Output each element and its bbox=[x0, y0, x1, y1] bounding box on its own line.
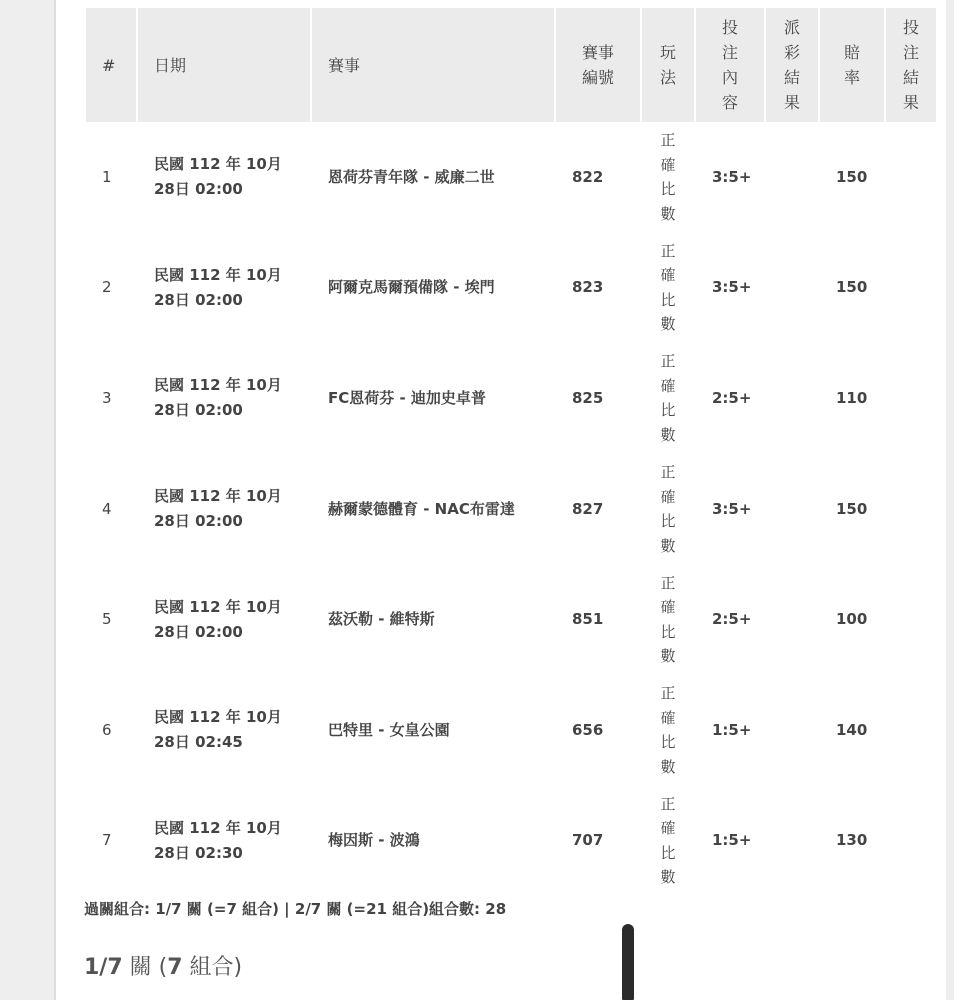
table-row bbox=[86, 233, 936, 344]
header-match-no: 賽事編號 bbox=[556, 8, 640, 122]
row-bet-result bbox=[886, 454, 936, 565]
row-odds: 140 bbox=[836, 720, 868, 739]
row-payout-result bbox=[766, 454, 818, 565]
row-index: 2 bbox=[102, 278, 112, 297]
row-date-line2: 28日 02:00 bbox=[154, 290, 243, 309]
row-match-no: 823 bbox=[572, 278, 604, 297]
row-date-line2: 28日 02:45 bbox=[154, 733, 243, 752]
row-play-type: 正確比數 bbox=[660, 684, 676, 776]
row-date bbox=[138, 122, 310, 233]
row-payout-result bbox=[766, 564, 818, 675]
row-bet-result bbox=[886, 343, 936, 454]
group-title bbox=[84, 950, 242, 981]
row-bet-content: 3:5+ bbox=[712, 499, 752, 518]
header-odds: 賠率 bbox=[820, 8, 884, 122]
row-odds: 130 bbox=[836, 831, 868, 850]
row-index: 6 bbox=[102, 720, 112, 739]
row-date bbox=[138, 786, 310, 897]
header-payout-result: 派彩結果 bbox=[766, 8, 818, 122]
row-date bbox=[138, 454, 310, 565]
row-date-line2: 28日 02:00 bbox=[154, 512, 243, 531]
group-title-text-a: 關 ( bbox=[122, 955, 168, 980]
row-date-line2: 28日 02:00 bbox=[154, 622, 243, 641]
combo-summary: 過關組合: 1/7 關 (=7 組合) | 2/7 關 (=21 組合)組合數: 28 bbox=[84, 900, 507, 918]
row-date-line2: 28日 02:00 bbox=[154, 401, 243, 420]
row-date-line1: 民國 112 年 10月 bbox=[154, 155, 282, 174]
row-match-no: 656 bbox=[572, 720, 604, 739]
row-play-type: 正確比數 bbox=[660, 794, 676, 887]
bets-table bbox=[84, 8, 938, 896]
row-play-type: 正確比數 bbox=[660, 131, 676, 223]
table-row bbox=[86, 343, 936, 454]
row-match-no: 827 bbox=[572, 499, 604, 518]
table-row bbox=[86, 454, 936, 565]
row-index: 3 bbox=[102, 388, 112, 407]
row-play-type: 正確比數 bbox=[660, 573, 676, 666]
table-row bbox=[86, 675, 936, 786]
row-date-line1: 民國 112 年 10月 bbox=[154, 708, 282, 727]
row-odds: 150 bbox=[836, 167, 868, 186]
row-match: 恩荷芬青年隊 - 威廉二世 bbox=[328, 167, 495, 186]
header-bet-content: 投注內容 bbox=[696, 8, 764, 122]
left-gutter bbox=[0, 0, 56, 1000]
row-match: 茲沃勒 - 維特斯 bbox=[328, 610, 435, 629]
row-bet-content: 2:5+ bbox=[712, 388, 752, 407]
row-date bbox=[138, 343, 310, 454]
row-index: 4 bbox=[102, 499, 112, 518]
row-payout-result bbox=[766, 786, 818, 897]
row-bet-result bbox=[886, 233, 936, 344]
row-play-type: 正確比數 bbox=[660, 463, 676, 555]
scrollbar-thumb[interactable] bbox=[622, 924, 634, 1000]
row-date bbox=[138, 233, 310, 344]
row-date-line1: 民國 112 年 10月 bbox=[154, 818, 282, 837]
table-header-row bbox=[86, 8, 936, 122]
row-index: 1 bbox=[102, 167, 112, 186]
row-bet-content: 1:5+ bbox=[712, 831, 752, 850]
row-date-line2: 28日 02:00 bbox=[154, 180, 243, 199]
row-date-line1: 民國 112 年 10月 bbox=[154, 376, 282, 395]
header-play-type: 玩法 bbox=[642, 8, 694, 122]
row-bet-content: 3:5+ bbox=[712, 167, 752, 186]
row-match-no: 822 bbox=[572, 167, 604, 186]
table-row bbox=[86, 786, 936, 897]
row-bet-result bbox=[886, 122, 936, 233]
row-date-line1: 民國 112 年 10月 bbox=[154, 597, 282, 616]
row-match: 阿爾克馬爾預備隊 - 埃門 bbox=[328, 278, 495, 297]
row-index: 7 bbox=[102, 831, 112, 850]
row-date-line1: 民國 112 年 10月 bbox=[154, 487, 282, 506]
row-bet-result bbox=[886, 564, 936, 675]
row-payout-result bbox=[766, 122, 818, 233]
row-odds: 100 bbox=[836, 610, 868, 629]
row-odds: 150 bbox=[836, 278, 868, 297]
row-bet-content: 1:5+ bbox=[712, 720, 752, 739]
group-title-count: 7 bbox=[167, 955, 183, 980]
header-index: # bbox=[86, 8, 136, 122]
row-index: 5 bbox=[102, 610, 112, 629]
group-title-legs: 1/7 bbox=[84, 955, 123, 980]
row-date-line2: 28日 02:30 bbox=[154, 843, 243, 862]
group-title-text-b: 組合) bbox=[182, 955, 243, 980]
row-bet-content: 3:5+ bbox=[712, 278, 752, 297]
row-date bbox=[138, 564, 310, 675]
table-row bbox=[86, 122, 936, 233]
row-match: FC恩荷芬 - 迪加史卓普 bbox=[328, 388, 486, 407]
right-gutter bbox=[946, 0, 954, 1000]
row-date-line1: 民國 112 年 10月 bbox=[154, 265, 282, 284]
row-payout-result bbox=[766, 233, 818, 344]
row-match-no: 851 bbox=[572, 610, 604, 629]
row-match-no: 707 bbox=[572, 831, 604, 850]
header-date: 日期 bbox=[138, 8, 310, 122]
row-match: 梅因斯 - 波鴻 bbox=[328, 831, 420, 850]
header-bet-result: 投注結果 bbox=[886, 8, 936, 122]
row-bet-content: 2:5+ bbox=[712, 610, 752, 629]
row-match: 巴特里 - 女皇公園 bbox=[328, 720, 450, 739]
row-date bbox=[138, 675, 310, 786]
row-play-type: 正確比數 bbox=[660, 352, 676, 444]
row-odds: 110 bbox=[836, 388, 868, 407]
row-odds: 150 bbox=[836, 499, 868, 518]
row-play-type: 正確比數 bbox=[660, 241, 676, 334]
row-payout-result bbox=[766, 343, 818, 454]
table-row bbox=[86, 564, 936, 675]
row-payout-result bbox=[766, 675, 818, 786]
header-match: 賽事 bbox=[312, 8, 554, 122]
row-bet-result bbox=[886, 675, 936, 786]
row-bet-result bbox=[886, 786, 936, 897]
row-match-no: 825 bbox=[572, 388, 604, 407]
row-match: 赫爾蒙德體育 - NAC布雷達 bbox=[328, 499, 515, 518]
